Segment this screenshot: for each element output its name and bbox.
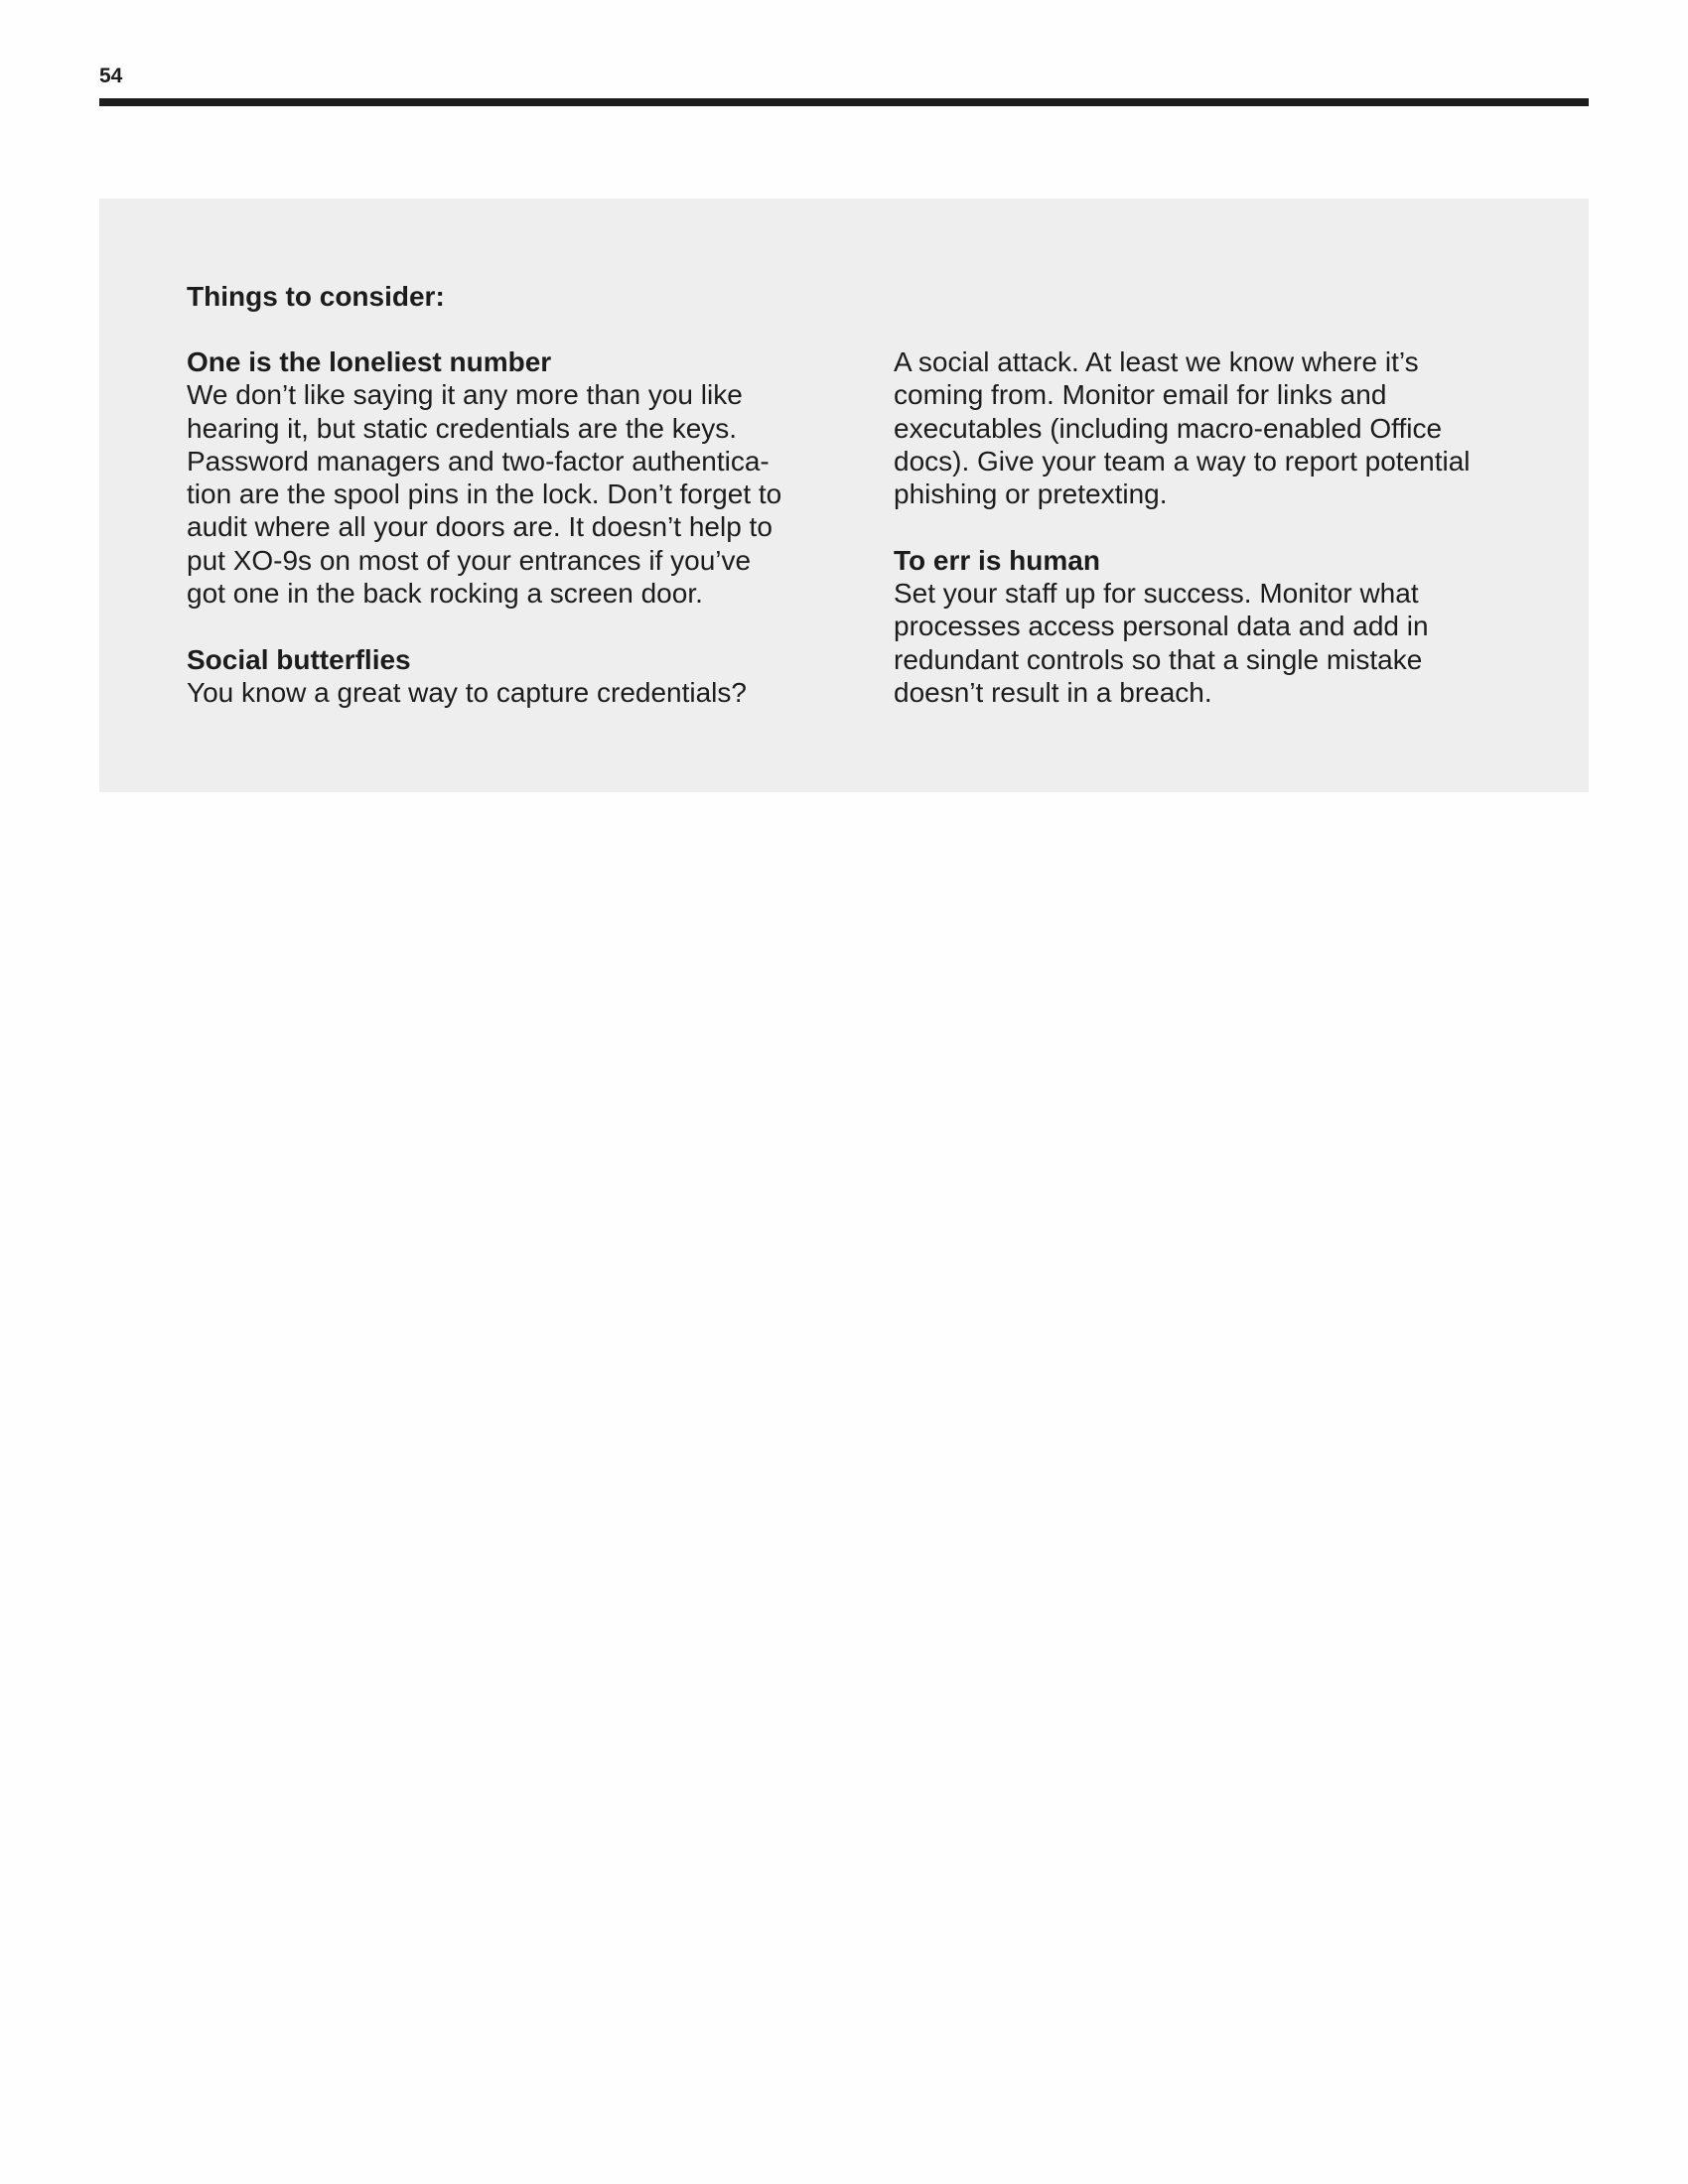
page-number: 54	[99, 65, 123, 87]
body-line: processes access personal data and add in	[894, 611, 1429, 642]
body-line: docs). Give your team a way to report potential	[894, 445, 1471, 477]
body-line: doesn’t result in a breach.	[894, 676, 1212, 708]
callout-heading: Things to consider:	[187, 281, 445, 312]
body-line: hearing it, but static credentials are the keys.	[187, 412, 738, 444]
body-line: coming from. Monitor email for links and	[894, 379, 1387, 411]
body-line: tion are the spool pins in the lock. Don’t forget to	[187, 478, 782, 510]
body-line: We don’t like saying it any more than you like	[187, 379, 743, 411]
body-line: A social attack. At least we know where it’s	[894, 346, 1419, 377]
section-title: Social butterflies	[187, 643, 411, 675]
section-to-err-is-human	[894, 544, 1509, 709]
body-line: redundant controls so that a single mistake	[894, 643, 1423, 675]
body-line: executables (including macro-enabled Office	[894, 412, 1443, 444]
body-line: Password managers and two-factor authentica-	[187, 445, 770, 477]
header-rule	[99, 98, 1589, 106]
section-loneliest-number	[187, 345, 802, 610]
section-title: To err is human	[894, 544, 1100, 576]
things-to-consider-callout	[99, 199, 1589, 792]
section-social-butterflies	[187, 643, 802, 710]
section-social-butterflies-continued	[894, 345, 1509, 510]
body-line: got one in the back rocking a screen door.	[187, 578, 703, 610]
body-line: You know a great way to capture credentials?	[187, 676, 747, 708]
body-line: put XO-9s on most of your entrances if you’ve	[187, 544, 752, 576]
body-line: audit where all your doors are. It doesn’t help to	[187, 511, 773, 543]
body-line: Set your staff up for success. Monitor what	[894, 578, 1419, 610]
callout-right-column	[894, 345, 1509, 743]
callout-left-column	[187, 345, 802, 743]
body-line: phishing or pretexting.	[894, 478, 1168, 510]
section-title: One is the loneliest number	[187, 346, 552, 377]
